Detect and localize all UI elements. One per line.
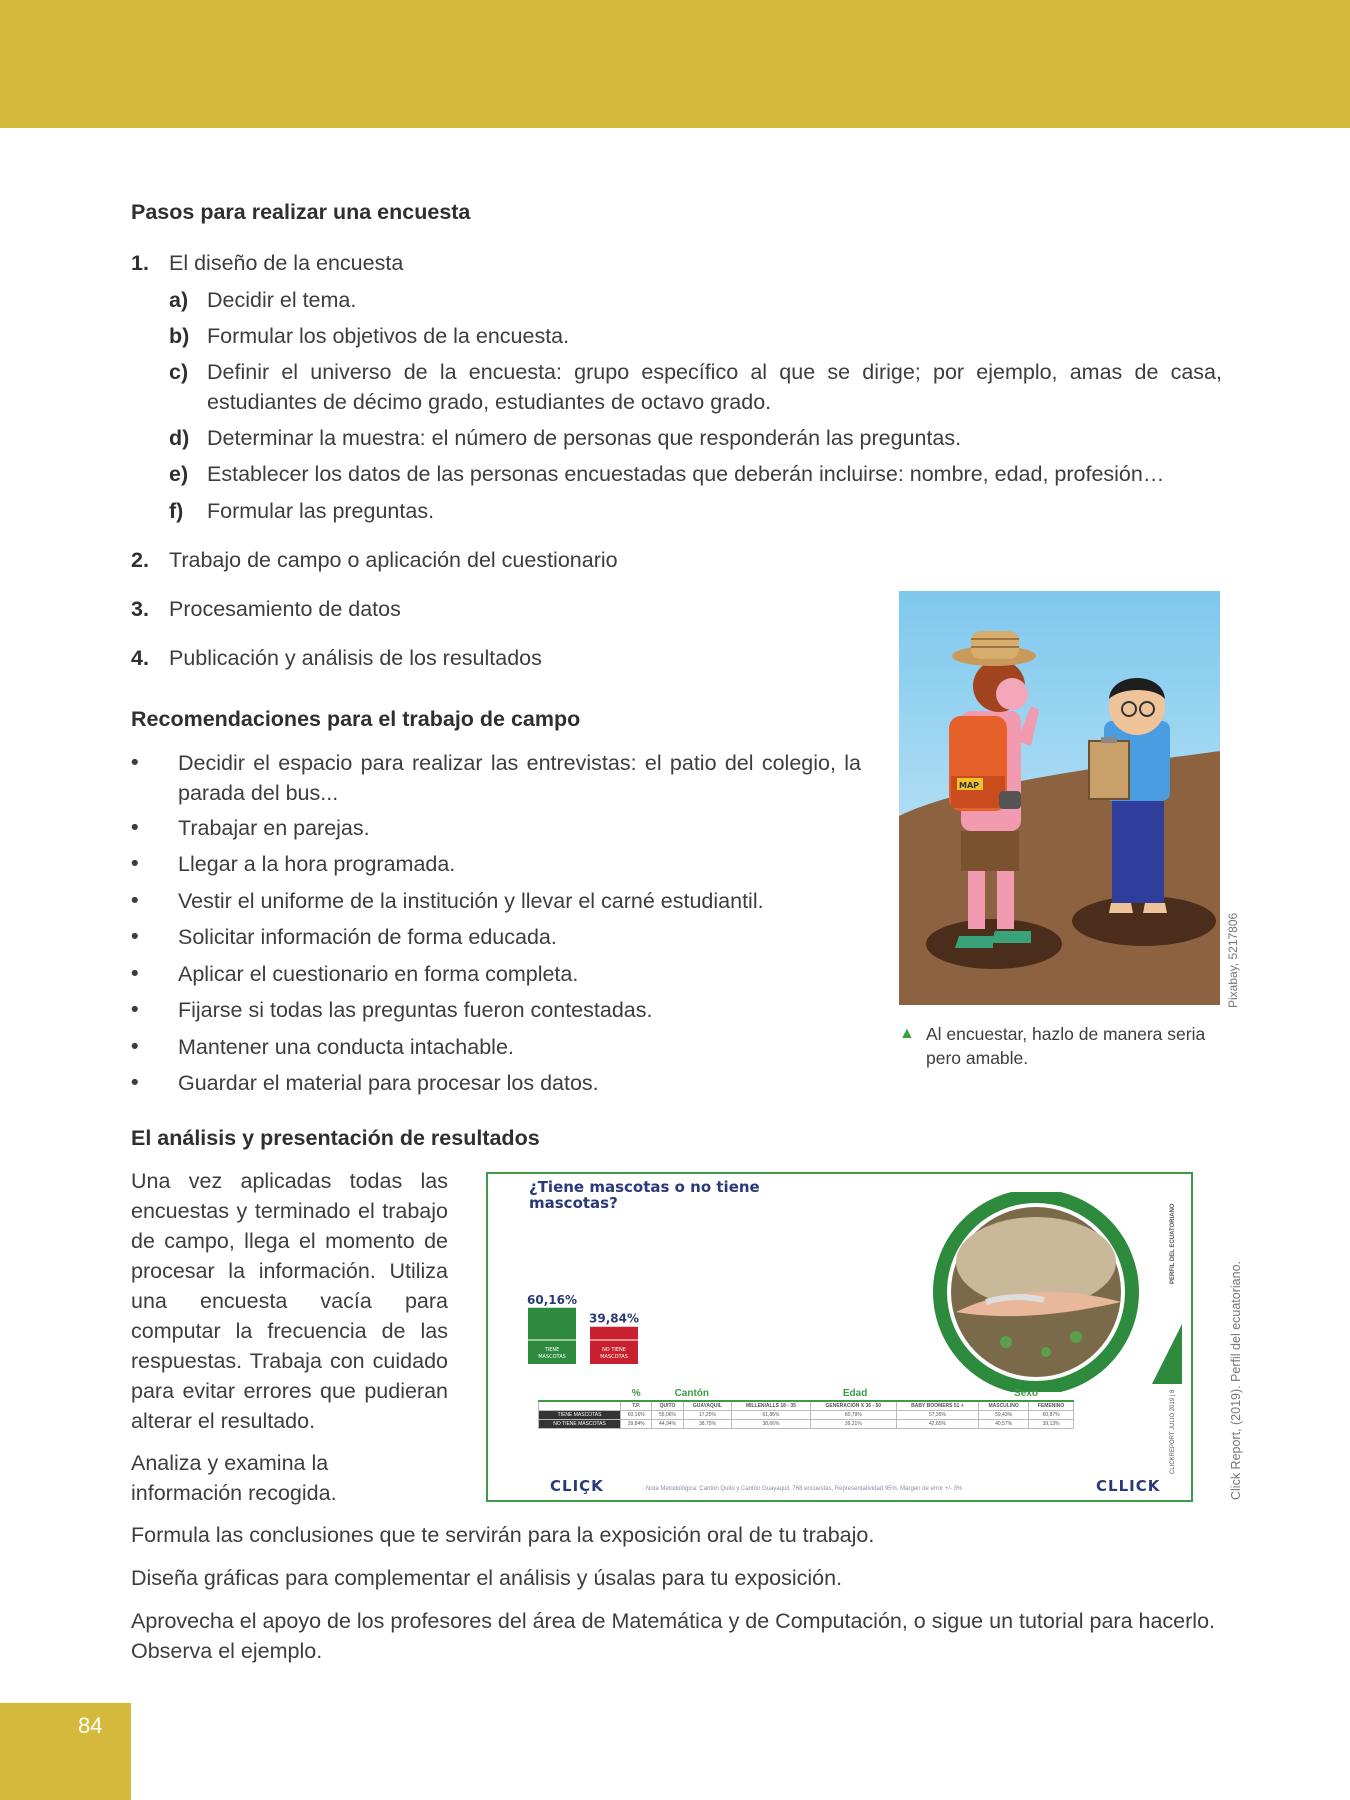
row-label: NO TIENE MASCOTAS [539, 1420, 621, 1429]
substep-letter: b) [169, 324, 190, 348]
table-cell: 60,16% [621, 1411, 652, 1420]
analysis-paragraph-5: Aprovecha el apoyo de los profesores del área de Matemática y de Computación, o sigue un tutorial para hacerlo. Observa el ejemplo. [131, 1609, 1215, 1663]
table-cell: 39,13% [1029, 1420, 1074, 1429]
bullet-text: Fijarse si todas las preguntas fueron contestadas. [178, 998, 653, 1022]
figure1-caption: Al encuestar, hazlo de manera seria pero amable. [926, 1024, 1206, 1068]
bar-chart [518, 1254, 718, 1374]
table-cell: 40,57% [978, 1420, 1028, 1429]
substep-letter: e) [169, 462, 189, 486]
table-header: T.P. [621, 1401, 652, 1411]
substep-letter: c) [169, 360, 189, 384]
analysis-paragraph-4: Diseña gráficas para complementar el análisis y úsalas para tu exposición. [131, 1566, 843, 1590]
table-header: GUAYAQUIL [683, 1401, 732, 1411]
table-header: GENERACIÓN X 36 - 50 [810, 1401, 896, 1411]
table-header: MILLENIALLS 18 - 35 [732, 1401, 810, 1411]
analysis-paragraph-1: Una vez aplicadas todas las encuestas y terminado el trabajo de campo, llega el momento de procesar la información. Utiliza una encuesta vacía para computar la frecuencia de las respuestas. Trabaja con cuidado para evitar errores que pudieran alterar el resultado. [131, 1169, 448, 1433]
section-title-steps: Pasos para realizar una encuesta [131, 200, 471, 224]
bullet-marker: • [131, 1070, 139, 1094]
report-side-footer: CLICKREPORT JULIO 2019 | 8 [1170, 1389, 1176, 1474]
bullet-text: Mantener una conducta intachable. [178, 1035, 514, 1059]
chart-title: ¿Tiene mascotas o no tiene mascotas? [529, 1178, 760, 1212]
click-logo-right: CLLICK [1096, 1477, 1161, 1495]
substep-letter: a) [169, 288, 189, 312]
bullet-text: Llegar a la hora programada. [178, 852, 456, 876]
analysis-paragraph-2: Analiza y examina la información recogida. [131, 1451, 337, 1505]
bullet-marker: • [131, 1034, 139, 1058]
table-row [539, 1420, 1074, 1429]
table-cell: 17,25% [683, 1411, 732, 1420]
category-label: NO TIENE [602, 1347, 626, 1353]
step-text: El diseño de la encuesta [169, 251, 404, 275]
substep-text: Formular los objetivos de la encuesta. [207, 324, 570, 348]
survey-report-figure [486, 1172, 1193, 1502]
table-header: FEMENINO [1029, 1401, 1074, 1411]
bullet-text: Vestir el uniforme de la institución y llevar el carné estudiantil. [178, 889, 764, 913]
hand-plant-photo [926, 1192, 1146, 1392]
table-group-blank [539, 1386, 621, 1401]
bullet-text: Guardar el material para procesar los datos. [178, 1071, 599, 1095]
bullet-marker: • [131, 924, 139, 948]
category-label: MASCOTAS [600, 1354, 628, 1360]
table-cell: 55,06% [652, 1411, 683, 1420]
step-number: 3. [131, 597, 149, 621]
bullet-text: Trabajar en parejas. [178, 816, 370, 840]
category-label: MASCOTAS [538, 1354, 566, 1360]
substep-text: Decidir el tema. [207, 288, 357, 312]
table-cell: 38,75% [683, 1420, 732, 1429]
bullet-text: Solicitar información de forma educada. [178, 925, 557, 949]
step-text: Procesamiento de datos [169, 597, 401, 621]
table-cell: 57,35% [896, 1411, 978, 1420]
substep-text: Formular las preguntas. [207, 499, 435, 523]
table-cell: 60,79% [810, 1411, 896, 1420]
bullet-marker: • [131, 815, 139, 839]
click-logo-left: CLIÇK [550, 1477, 604, 1495]
table-cell: 39,84% [621, 1420, 652, 1429]
methodology-note: Nota Metodológica: Cantón Quito y Cantón Guayaquil, 768 encuestas, Representatividad 95%, Margen de error +/- 3% [646, 1486, 963, 1492]
table-group-canton: Cantón [652, 1386, 732, 1401]
substep-text: Determinar la muestra: el número de personas que responderán las preguntas. [207, 426, 962, 450]
data-label: 60,16% [527, 1292, 577, 1307]
substep-text: Definir el universo de la encuesta: grupo específico al que se dirige; por ejemplo, amas de casa, estudiantes de décimo grado, estudiantes de octavo grado. [207, 360, 1222, 414]
table-row [539, 1411, 1074, 1420]
table-cell: 39,21% [810, 1420, 896, 1429]
step-number: 2. [131, 548, 149, 572]
row-label: TIENE MASCOTAS [539, 1411, 621, 1420]
table-cell: 42,65% [896, 1420, 978, 1429]
table-cell: 61,86% [732, 1411, 810, 1420]
table-header: QUITO [652, 1401, 683, 1411]
step-text: Publicación y análisis de los resultados [169, 646, 542, 670]
table-header: MASCULINO [978, 1401, 1028, 1411]
bullet-text: Aplicar el cuestionario en forma completa. [178, 962, 579, 986]
table-header: BABY BOOMERS 51 + [896, 1401, 978, 1411]
results-table [538, 1386, 1074, 1429]
triangle-icon: ▲ [899, 1025, 915, 1042]
bullet-marker: • [131, 750, 139, 774]
step-number: 4. [131, 646, 149, 670]
map-label: MAP [959, 781, 980, 790]
analysis-paragraph-3: Formula las conclusiones que te servirán para la exposición oral de tu trabajo. [131, 1523, 875, 1547]
table-header-blank [539, 1401, 621, 1411]
table-cell: 44,94% [652, 1420, 683, 1429]
page-number: 84 [78, 1713, 103, 1738]
page-number-tab [0, 1703, 131, 1800]
step-number: 1. [131, 251, 149, 275]
table-group-sexo: Sexo [978, 1386, 1073, 1401]
data-label: 39,84% [589, 1311, 639, 1326]
bullet-marker: • [131, 997, 139, 1021]
section-title-analysis: El análisis y presentación de resultados [131, 1126, 540, 1150]
report-side-title: PERFIL DEL ECUATORIANO [1170, 1203, 1176, 1284]
substep-letter: f) [169, 499, 184, 523]
table-group-percent: % [621, 1386, 652, 1401]
survey-cartoon-illustration [899, 591, 1220, 1005]
table-cell: 59,43% [978, 1411, 1028, 1420]
category-label: TIENE [544, 1347, 560, 1353]
figure2-credit: Click Report, (2019). Perfil del ecuatoriano. [1229, 1260, 1243, 1500]
bullet-marker: • [131, 888, 139, 912]
green-triangle-decoration [1152, 1324, 1182, 1394]
substep-letter: d) [169, 426, 190, 450]
header-band [0, 0, 1350, 128]
bullet-marker: • [131, 961, 139, 985]
bullet-marker: • [131, 851, 139, 875]
table-group-edad: Edad [732, 1386, 979, 1401]
table-cell: 60,87% [1029, 1411, 1074, 1420]
substep-text: Establecer los datos de las personas encuestadas que deberán incluirse: nombre, edad, profesión… [207, 462, 1165, 486]
table-cell: 38,66% [732, 1420, 810, 1429]
section-title-recommendations: Recomendaciones para el trabajo de campo [131, 707, 581, 731]
figure1-credit: Pixabay, 5217806 [1226, 912, 1240, 1008]
step-text: Trabajo de campo o aplicación del cuestionario [169, 548, 618, 572]
bullet-text: Decidir el espacio para realizar las entrevistas: el patio del colegio, la parada del bus... [178, 751, 861, 805]
